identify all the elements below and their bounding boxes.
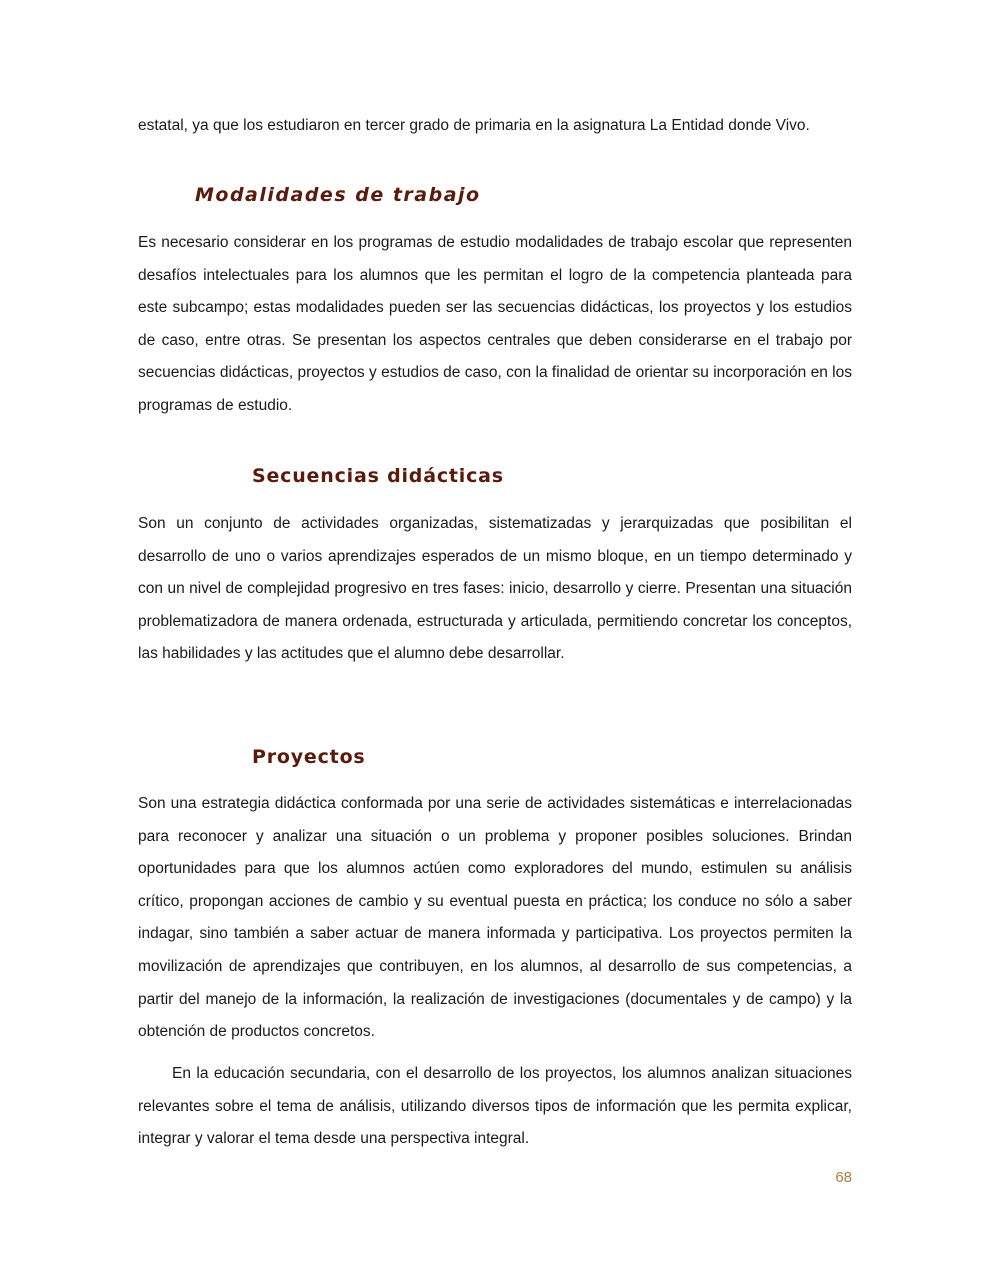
secuencias-paragraph: Son un conjunto de actividades organizadas, sistematizadas y jerarquizadas que posibilitan el desarrollo de uno o varios aprendizajes esperados de un mismo bloque, en un tiempo determinado y con un nivel de complejidad progresivo en tres fases: inicio, desarrollo y cierre. Presentan una situación problematizadora de manera ordenada, estructurada y articulada, permitiendo concretar los conceptos, las habilidades y las actitudes que el alumno debe desarrollar. bbox=[138, 515, 852, 663]
heading-secuencias-didacticas: Secuencias didácticas bbox=[252, 465, 504, 487]
modalidades-paragraph: Es necesario considerar en los programas de estudio modalidades de trabajo escolar que representen desafíos intelectuales para los alumnos que les permitan el logro de la competencia planteada para este subcampo; estas modalidades pueden ser las secuencias didácticas, los proyectos y los estudios de caso, entre otras. Se presentan los aspectos centrales que deben considerarse en el trabajo por secuencias didácticas, proyectos y estudios de caso, con la finalidad de orientar su incorporación en los programas de estudio. bbox=[138, 234, 852, 414]
intro-paragraph: estatal, ya que los estudiaron en tercer grado de primaria en la asignatura La Entidad donde Vivo. bbox=[138, 117, 810, 134]
proyectos-paragraph-1: Son una estrategia didáctica conformada por una serie de actividades sistemáticas e interrelacionadas para reconocer y analizar una situación o un problema y proponer posibles soluciones. Brindan oportunidades para que los alumnos actúen como exploradores del mundo, estimulen su análisis crítico, propongan acciones de cambio y su eventual puesta en práctica; los conduce no sólo a saber indagar, sino también a saber actuar de manera informada y participativa. Los proyectos permiten la movilización de aprendizajes que contribuyen, en los alumnos, al desarrollo de sus competencias, a partir del manejo de la información, la realización de investigaciones (documentales y de campo) y la obtención de productos concretos. bbox=[138, 795, 852, 1041]
proyectos-paragraph-2: En la educación secundaria, con el desarrollo de los proyectos, los alumnos analizan situaciones relevantes sobre el tema de análisis, utilizando diversos tipos de información que les permita explicar, integrar y valorar el tema desde una perspectiva integral. bbox=[138, 1065, 852, 1148]
heading-proyectos: Proyectos bbox=[252, 746, 366, 768]
page-number: 68 bbox=[835, 1169, 852, 1186]
heading-modalidades-de-trabajo: Modalidades de trabajo bbox=[195, 184, 481, 206]
